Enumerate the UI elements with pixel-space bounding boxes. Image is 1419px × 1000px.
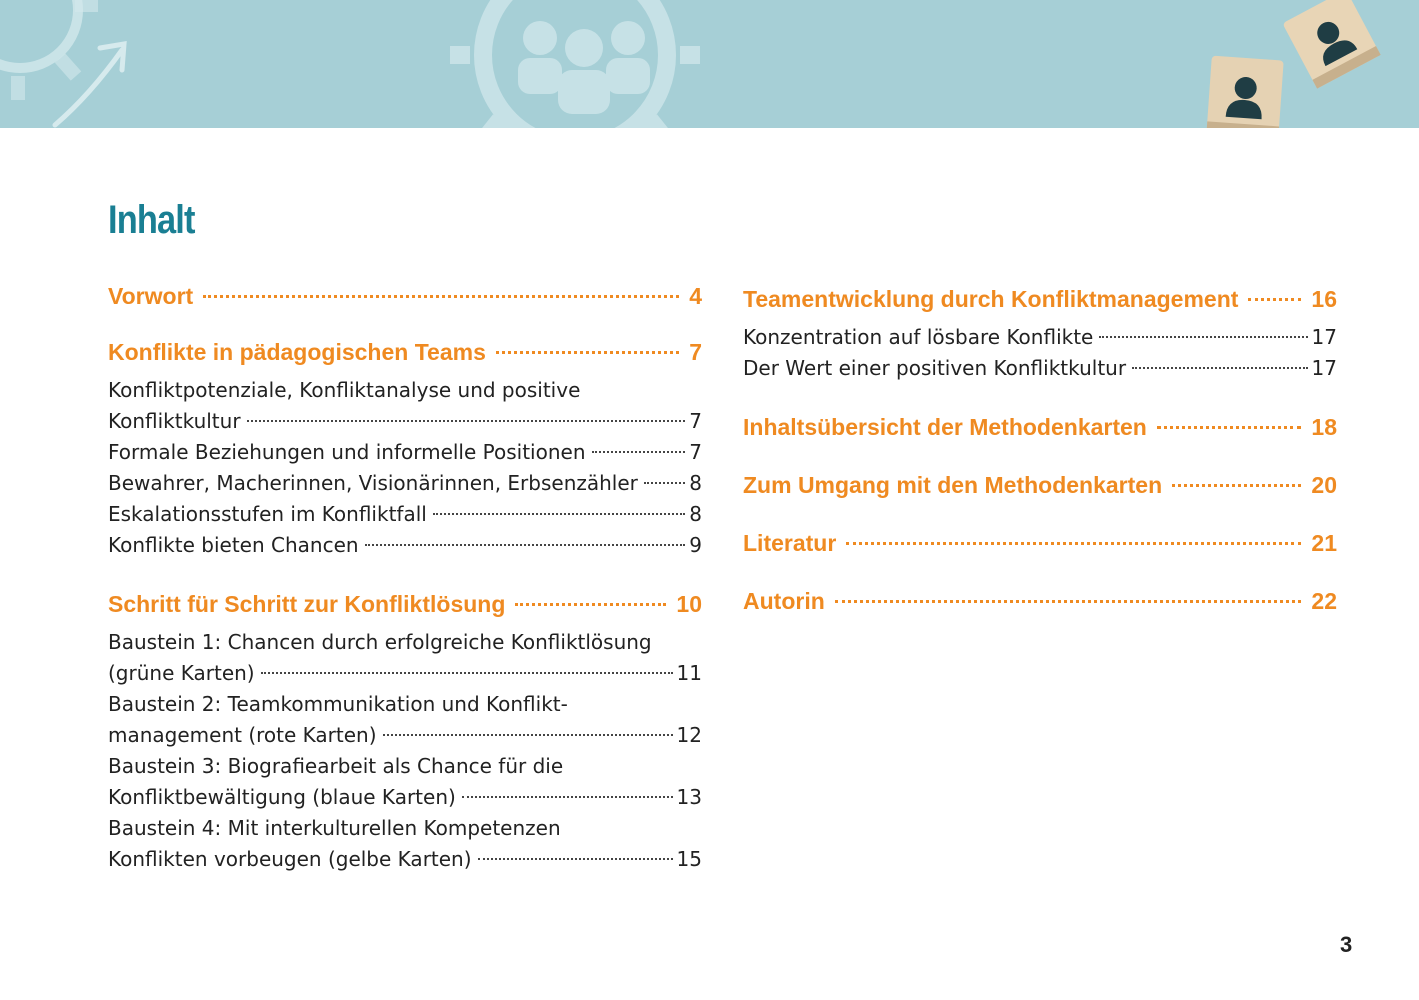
dot-leader	[365, 544, 686, 546]
toc-entry-line: Baustein 2: Teamkommunikation und Konflikt-	[108, 692, 568, 716]
toc-entry-line: Konflikte bieten Chancen	[108, 533, 359, 557]
dot-leader	[644, 482, 685, 484]
toc-entry-line: Konfliktbewältigung (blaue Karten)	[108, 785, 456, 809]
toc-page-number: 17	[1311, 325, 1337, 349]
toc-heading-label: Teamentwicklung durch Konfliktmanagement	[743, 286, 1239, 312]
toc-entry[interactable]	[108, 751, 702, 813]
toc-page-number: 20	[1311, 472, 1337, 498]
toc-entry-line: Baustein 3: Biografiearbeit als Chance für die	[108, 754, 564, 778]
toc-heading-teamentwicklung[interactable]	[743, 284, 1337, 314]
toc-page-number: 7	[689, 440, 702, 464]
toc-entry-line: Bewahrer, Macherinnen, Visionärinnen, Erbsenzähler	[108, 471, 638, 495]
dot-leader	[1157, 426, 1302, 429]
toc-page-number: 16	[1311, 286, 1337, 312]
dot-leader	[383, 734, 673, 736]
toc-heading-literatur[interactable]	[743, 528, 1337, 558]
toc-entry-line: management (rote Karten)	[108, 723, 377, 747]
toc-page-number: 8	[689, 502, 702, 526]
toc-entry-line: Konzentration auf lösbare Konflikte	[743, 325, 1094, 349]
toc-page-number: 12	[676, 723, 702, 747]
page-number: 3	[1340, 932, 1353, 957]
dot-leader	[433, 513, 685, 515]
dot-leader	[515, 603, 666, 606]
toc-heading-label: Schritt für Schritt zur Konfliktlösung	[108, 591, 506, 617]
toc-heading-vorwort[interactable]	[108, 281, 702, 311]
toc-page-number: 15	[676, 847, 702, 871]
toc-entry[interactable]	[108, 468, 702, 499]
dot-leader	[203, 295, 679, 298]
toc-heading-schritt[interactable]	[108, 589, 702, 619]
banner-illustration	[0, 0, 1419, 128]
toc-entry[interactable]	[743, 353, 1337, 384]
dot-leader	[1172, 484, 1301, 487]
toc-entry-line: Konfliktpotenziale, Konfliktanalyse und positive	[108, 378, 581, 402]
toc-page-number: 7	[689, 409, 702, 433]
dot-leader	[835, 600, 1302, 603]
toc-entry-line: Baustein 1: Chancen durch erfolgreiche Konfliktlösung	[108, 630, 652, 654]
dot-leader	[247, 420, 686, 422]
toc-page-number: 21	[1311, 530, 1337, 556]
toc-heading-label: Vorwort	[108, 283, 194, 309]
toc-entry-line: Konfliktkultur	[108, 409, 241, 433]
toc-heading-label: Inhaltsübersicht der Methodenkarten	[743, 414, 1147, 440]
page-title: Inhalt	[108, 198, 195, 242]
toc-entry-line: Formale Beziehungen und informelle Positionen	[108, 440, 586, 464]
header-banner	[0, 0, 1419, 128]
toc-entry-line: Konflikten vorbeugen (gelbe Karten)	[108, 847, 472, 871]
toc-page-number: 10	[676, 591, 702, 617]
toc-heading-umgang[interactable]	[743, 470, 1337, 500]
dot-leader	[478, 858, 673, 860]
toc-column-left	[108, 281, 702, 875]
toc-page-number: 8	[689, 471, 702, 495]
toc-heading-label: Literatur	[743, 530, 837, 556]
dot-leader	[496, 351, 679, 354]
toc-entry-line: (grüne Karten)	[108, 661, 255, 685]
toc-entry[interactable]	[108, 627, 702, 689]
dot-leader	[462, 796, 673, 798]
toc-entry[interactable]	[108, 813, 702, 875]
toc-heading-label: Zum Umgang mit den Methodenkarten	[743, 472, 1163, 498]
toc-entry-line: Eskalationsstufen im Konfliktfall	[108, 502, 427, 526]
toc-entry-line: Der Wert einer positiven Konfliktkultur	[743, 356, 1127, 380]
dot-leader	[1132, 367, 1307, 369]
toc-page-number: 13	[676, 785, 702, 809]
dot-leader	[261, 672, 673, 674]
team-gear-icon	[450, 0, 700, 128]
toc-entry[interactable]	[108, 375, 702, 437]
toc-page-number: 22	[1311, 588, 1337, 614]
toc-page-number: 17	[1311, 356, 1337, 380]
toc-column-right	[743, 284, 1337, 616]
dot-leader	[846, 542, 1301, 545]
toc-entry[interactable]	[108, 437, 702, 468]
toc-heading-label: Konflikte in pädagogischen Teams	[108, 339, 486, 365]
toc-heading-label: Autorin	[743, 588, 825, 614]
dot-leader	[592, 451, 686, 453]
toc-entry[interactable]	[743, 322, 1337, 353]
toc-page-number: 4	[689, 283, 702, 309]
dot-leader	[1248, 298, 1301, 301]
toc-heading-autorin[interactable]	[743, 586, 1337, 616]
toc-heading-teams[interactable]	[108, 337, 702, 367]
toc-entry[interactable]	[108, 530, 702, 561]
toc-page-number: 7	[689, 339, 702, 365]
toc-entry[interactable]	[108, 499, 702, 530]
dot-leader	[1099, 336, 1307, 338]
person-block-icon	[1206, 0, 1380, 128]
toc-entry-line: Baustein 4: Mit interkulturellen Kompetenzen	[108, 816, 561, 840]
toc-heading-inhaltsuebersicht[interactable]	[743, 412, 1337, 442]
toc-page-number: 11	[676, 661, 702, 685]
toc-page-number: 18	[1311, 414, 1337, 440]
toc-entry[interactable]	[108, 689, 702, 751]
toc-page-number: 9	[689, 533, 702, 557]
